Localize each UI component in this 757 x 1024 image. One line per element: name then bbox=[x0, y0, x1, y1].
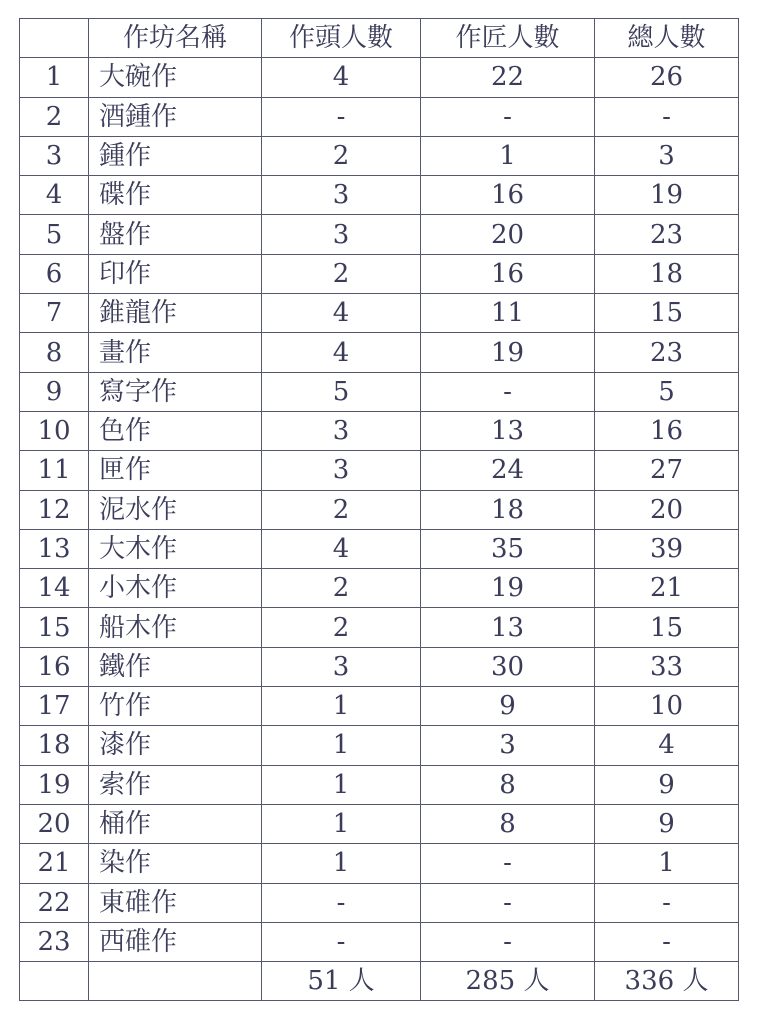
row-number: 9 bbox=[20, 372, 89, 411]
craftsman-count: 35 bbox=[421, 529, 595, 568]
craftsman-count: - bbox=[421, 922, 595, 961]
workshop-name: 色作 bbox=[89, 411, 262, 450]
table-row bbox=[20, 372, 739, 411]
header-number bbox=[20, 19, 89, 58]
craftsman-count: 18 bbox=[421, 490, 595, 529]
row-number: 11 bbox=[20, 451, 89, 490]
header-head-count: 作頭人數 bbox=[262, 19, 421, 58]
table-row bbox=[20, 569, 739, 608]
workshop-name: 碟作 bbox=[89, 176, 262, 215]
total-count: 20 bbox=[595, 490, 739, 529]
head-count: 3 bbox=[262, 451, 421, 490]
craftsman-count: - bbox=[421, 372, 595, 411]
total-count: - bbox=[595, 883, 739, 922]
total-count: 5 bbox=[595, 372, 739, 411]
table-row bbox=[20, 294, 739, 333]
workshop-name: 鐵作 bbox=[89, 647, 262, 686]
workshop-name: 竹作 bbox=[89, 687, 262, 726]
head-count: 3 bbox=[262, 176, 421, 215]
total-count: 16 bbox=[595, 411, 739, 450]
total-count: 26 bbox=[595, 58, 739, 97]
row-number: 16 bbox=[20, 647, 89, 686]
row-number: 13 bbox=[20, 529, 89, 568]
row-number: 15 bbox=[20, 608, 89, 647]
table-row bbox=[20, 254, 739, 293]
totals-total: 336 人 bbox=[595, 962, 739, 1001]
header-craftsman-count: 作匠人數 bbox=[421, 19, 595, 58]
total-count: 9 bbox=[595, 765, 739, 804]
craftsman-count: 22 bbox=[421, 58, 595, 97]
total-count: 4 bbox=[595, 726, 739, 765]
total-count: - bbox=[595, 97, 739, 136]
head-count: 4 bbox=[262, 529, 421, 568]
workshop-name: 索作 bbox=[89, 765, 262, 804]
table-body bbox=[20, 58, 739, 962]
craftsman-count: 19 bbox=[421, 569, 595, 608]
workshop-name: 匣作 bbox=[89, 451, 262, 490]
table-row bbox=[20, 529, 739, 568]
workshop-name: 漆作 bbox=[89, 726, 262, 765]
head-count: 4 bbox=[262, 294, 421, 333]
craftsman-count: 8 bbox=[421, 804, 595, 843]
table-row bbox=[20, 883, 739, 922]
table-row bbox=[20, 804, 739, 843]
workshop-name: 大碗作 bbox=[89, 58, 262, 97]
craftsman-count: 9 bbox=[421, 687, 595, 726]
row-number: 19 bbox=[20, 765, 89, 804]
craftsman-count: 3 bbox=[421, 726, 595, 765]
table-row bbox=[20, 97, 739, 136]
workshop-name: 東碓作 bbox=[89, 883, 262, 922]
workshop-name: 船木作 bbox=[89, 608, 262, 647]
workshop-name: 鍾作 bbox=[89, 136, 262, 175]
head-count: 1 bbox=[262, 765, 421, 804]
head-count: 2 bbox=[262, 608, 421, 647]
table-row bbox=[20, 490, 739, 529]
table-header-row bbox=[20, 19, 739, 58]
workshop-name: 西碓作 bbox=[89, 922, 262, 961]
total-count: 15 bbox=[595, 294, 739, 333]
total-count: 10 bbox=[595, 687, 739, 726]
row-number: 22 bbox=[20, 883, 89, 922]
head-count: 4 bbox=[262, 58, 421, 97]
workshop-name: 盤作 bbox=[89, 215, 262, 254]
row-number: 3 bbox=[20, 136, 89, 175]
head-count: - bbox=[262, 922, 421, 961]
totals-heads: 51 人 bbox=[262, 962, 421, 1001]
craftsman-count: 1 bbox=[421, 136, 595, 175]
craftsman-count: 11 bbox=[421, 294, 595, 333]
total-count: 21 bbox=[595, 569, 739, 608]
row-number: 18 bbox=[20, 726, 89, 765]
totals-craftsmen: 285 人 bbox=[421, 962, 595, 1001]
head-count: 3 bbox=[262, 647, 421, 686]
row-number: 14 bbox=[20, 569, 89, 608]
totals-row bbox=[20, 962, 739, 1001]
row-number: 10 bbox=[20, 411, 89, 450]
craftsman-count: 16 bbox=[421, 176, 595, 215]
row-number: 17 bbox=[20, 687, 89, 726]
workshop-name: 印作 bbox=[89, 254, 262, 293]
table-row bbox=[20, 333, 739, 372]
row-number: 2 bbox=[20, 97, 89, 136]
table-row bbox=[20, 136, 739, 175]
total-count: 18 bbox=[595, 254, 739, 293]
total-count: 15 bbox=[595, 608, 739, 647]
total-count: 1 bbox=[595, 844, 739, 883]
table-row bbox=[20, 451, 739, 490]
craftsman-count: 20 bbox=[421, 215, 595, 254]
total-count: 39 bbox=[595, 529, 739, 568]
totals-name bbox=[89, 962, 262, 1001]
row-number: 6 bbox=[20, 254, 89, 293]
table-row bbox=[20, 922, 739, 961]
table-row bbox=[20, 726, 739, 765]
table-row bbox=[20, 215, 739, 254]
row-number: 20 bbox=[20, 804, 89, 843]
head-count: 2 bbox=[262, 136, 421, 175]
workshop-name: 寫字作 bbox=[89, 372, 262, 411]
craftsman-count: 30 bbox=[421, 647, 595, 686]
workshop-table bbox=[19, 18, 739, 1001]
head-count: 2 bbox=[262, 490, 421, 529]
table-row bbox=[20, 608, 739, 647]
totals-number bbox=[20, 962, 89, 1001]
head-count: 2 bbox=[262, 569, 421, 608]
craftsman-count: 8 bbox=[421, 765, 595, 804]
row-number: 4 bbox=[20, 176, 89, 215]
total-count: 9 bbox=[595, 804, 739, 843]
total-count: - bbox=[595, 922, 739, 961]
head-count: 1 bbox=[262, 844, 421, 883]
total-count: 27 bbox=[595, 451, 739, 490]
craftsman-count: 16 bbox=[421, 254, 595, 293]
table-row bbox=[20, 647, 739, 686]
craftsman-count: 13 bbox=[421, 411, 595, 450]
table-row bbox=[20, 58, 739, 97]
craftsman-count: 13 bbox=[421, 608, 595, 647]
row-number: 8 bbox=[20, 333, 89, 372]
craftsman-count: - bbox=[421, 97, 595, 136]
table-row bbox=[20, 687, 739, 726]
workshop-name: 泥水作 bbox=[89, 490, 262, 529]
workshop-name: 小木作 bbox=[89, 569, 262, 608]
total-count: 19 bbox=[595, 176, 739, 215]
head-count: 2 bbox=[262, 254, 421, 293]
total-count: 3 bbox=[595, 136, 739, 175]
head-count: 3 bbox=[262, 215, 421, 254]
table-row bbox=[20, 844, 739, 883]
total-count: 23 bbox=[595, 333, 739, 372]
row-number: 7 bbox=[20, 294, 89, 333]
head-count: - bbox=[262, 97, 421, 136]
header-workshop-name: 作坊名稱 bbox=[89, 19, 262, 58]
craftsman-count: - bbox=[421, 883, 595, 922]
workshop-name: 酒鍾作 bbox=[89, 97, 262, 136]
table-row bbox=[20, 411, 739, 450]
row-number: 12 bbox=[20, 490, 89, 529]
row-number: 1 bbox=[20, 58, 89, 97]
header-total-count: 總人數 bbox=[595, 19, 739, 58]
head-count: 4 bbox=[262, 333, 421, 372]
craftsman-count: - bbox=[421, 844, 595, 883]
workshop-name: 大木作 bbox=[89, 529, 262, 568]
head-count: 1 bbox=[262, 687, 421, 726]
head-count: 1 bbox=[262, 804, 421, 843]
head-count: 3 bbox=[262, 411, 421, 450]
craftsman-count: 24 bbox=[421, 451, 595, 490]
workshop-name: 桶作 bbox=[89, 804, 262, 843]
row-number: 23 bbox=[20, 922, 89, 961]
head-count: - bbox=[262, 883, 421, 922]
total-count: 23 bbox=[595, 215, 739, 254]
table-row bbox=[20, 765, 739, 804]
head-count: 1 bbox=[262, 726, 421, 765]
head-count: 5 bbox=[262, 372, 421, 411]
table-row bbox=[20, 176, 739, 215]
row-number: 21 bbox=[20, 844, 89, 883]
workshop-name: 錐龍作 bbox=[89, 294, 262, 333]
row-number: 5 bbox=[20, 215, 89, 254]
craftsman-count: 19 bbox=[421, 333, 595, 372]
total-count: 33 bbox=[595, 647, 739, 686]
workshop-name: 染作 bbox=[89, 844, 262, 883]
workshop-name: 畫作 bbox=[89, 333, 262, 372]
